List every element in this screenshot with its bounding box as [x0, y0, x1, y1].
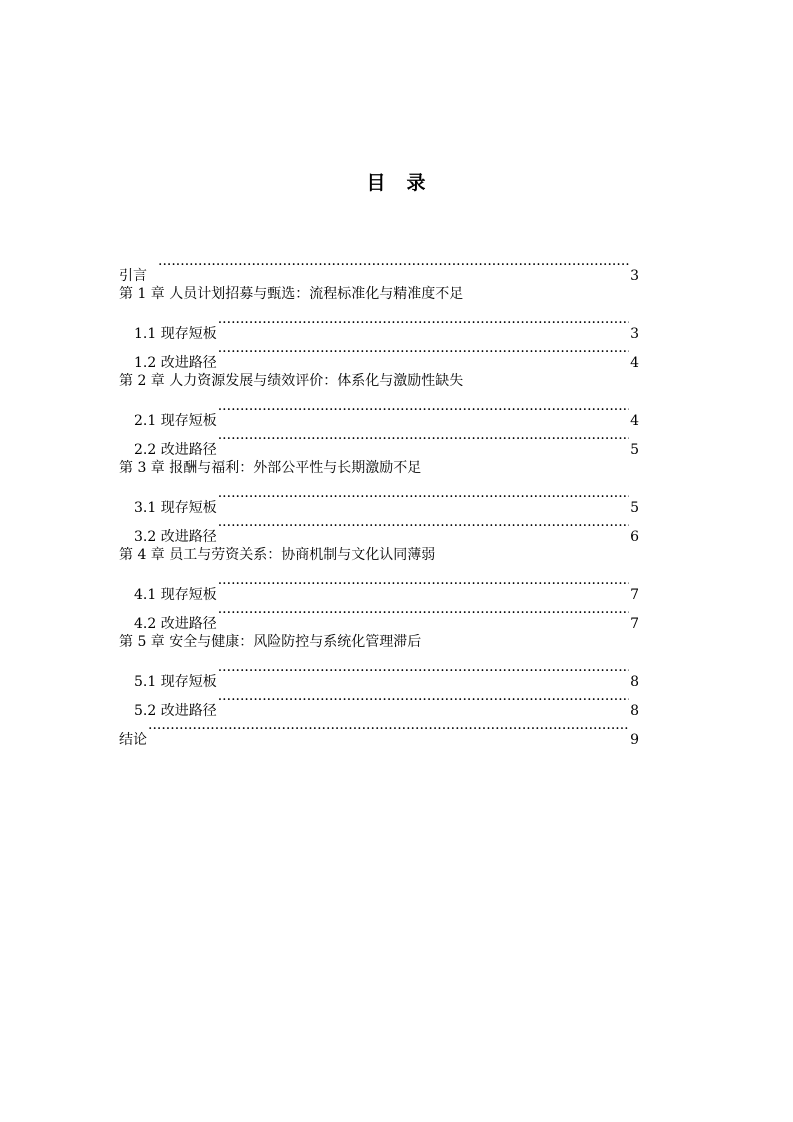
toc-entry-chapter-3[interactable] — [119, 454, 639, 483]
toc-dot-leader — [218, 657, 629, 686]
toc-page-number: 9 — [630, 732, 639, 748]
toc-entry-label: 第 5 章 安全与健康：风险防控与系统化管理滞后 — [119, 634, 422, 650]
toc-dot-leader — [218, 599, 629, 628]
toc-entry-label: 结论 — [119, 732, 147, 748]
toc-title-char-1: 目 — [366, 172, 387, 194]
toc-dot-leader — [218, 686, 629, 715]
toc-entry-label: 1.2 改进路径 — [134, 355, 217, 371]
toc-entry-5-1[interactable] — [119, 657, 639, 690]
table-of-contents — [119, 251, 639, 748]
toc-dot-leader — [158, 251, 629, 280]
toc-title — [0, 168, 793, 195]
toc-entry-label: 5.2 改进路径 — [134, 703, 217, 719]
toc-entry-chapter-2[interactable] — [119, 367, 639, 396]
toc-entry-label: 5.1 现存短板 — [134, 674, 217, 690]
toc-page-number: 8 — [630, 674, 639, 690]
toc-entry-intro[interactable] — [119, 251, 639, 284]
toc-dot-leader — [218, 483, 629, 512]
toc-entry-label: 4.1 现存短板 — [134, 587, 217, 603]
toc-entry-label: 第 4 章 员工与劳资关系：协商机制与文化认同薄弱 — [119, 547, 436, 563]
toc-entry-2-1[interactable] — [119, 396, 639, 429]
toc-page-number: 7 — [630, 587, 639, 603]
toc-entry-label: 3.1 现存短板 — [134, 500, 217, 516]
toc-entry-3-1[interactable] — [119, 483, 639, 516]
toc-entry-conclusion[interactable] — [119, 715, 639, 748]
toc-dot-leader — [218, 570, 629, 599]
toc-entry-label: 第 3 章 报酬与福利：外部公平性与长期激励不足 — [119, 460, 422, 476]
toc-entry-4-1[interactable] — [119, 570, 639, 603]
toc-entry-label: 3.2 改进路径 — [134, 529, 217, 545]
toc-dot-leader — [218, 512, 629, 541]
toc-entry-label: 4.2 改进路径 — [134, 616, 217, 632]
toc-entry-label: 引言 — [119, 268, 147, 284]
toc-page-number: 5 — [630, 442, 639, 458]
toc-entry-chapter-1[interactable] — [119, 280, 639, 309]
toc-page-number: 5 — [630, 500, 639, 516]
toc-dot-leader — [148, 715, 629, 744]
toc-entry-chapter-5[interactable] — [119, 628, 639, 657]
toc-entry-label: 第 2 章 人力资源发展与绩效评价：体系化与激励性缺失 — [119, 373, 464, 389]
toc-entry-chapter-4[interactable] — [119, 541, 639, 570]
toc-dot-leader — [218, 396, 629, 425]
toc-entry-label: 第 1 章 人员计划招募与甄选：流程标准化与精准度不足 — [119, 286, 464, 302]
toc-page-number: 3 — [630, 268, 639, 284]
toc-page-number: 6 — [630, 529, 639, 545]
toc-dot-leader — [218, 338, 629, 367]
toc-page-number: 8 — [630, 703, 639, 719]
toc-title-char-2: 录 — [406, 172, 427, 194]
toc-page-number: 4 — [630, 413, 639, 429]
toc-entry-label: 2.1 现存短板 — [134, 413, 217, 429]
toc-page-number: 7 — [630, 616, 639, 632]
toc-dot-leader — [218, 425, 629, 454]
toc-entry-1-1[interactable] — [119, 309, 639, 342]
toc-page-number: 4 — [630, 355, 639, 371]
toc-entry-label: 1.1 现存短板 — [134, 326, 217, 342]
toc-entry-label: 2.2 改进路径 — [134, 442, 217, 458]
toc-page-number: 3 — [630, 326, 639, 342]
toc-dot-leader — [218, 309, 629, 338]
